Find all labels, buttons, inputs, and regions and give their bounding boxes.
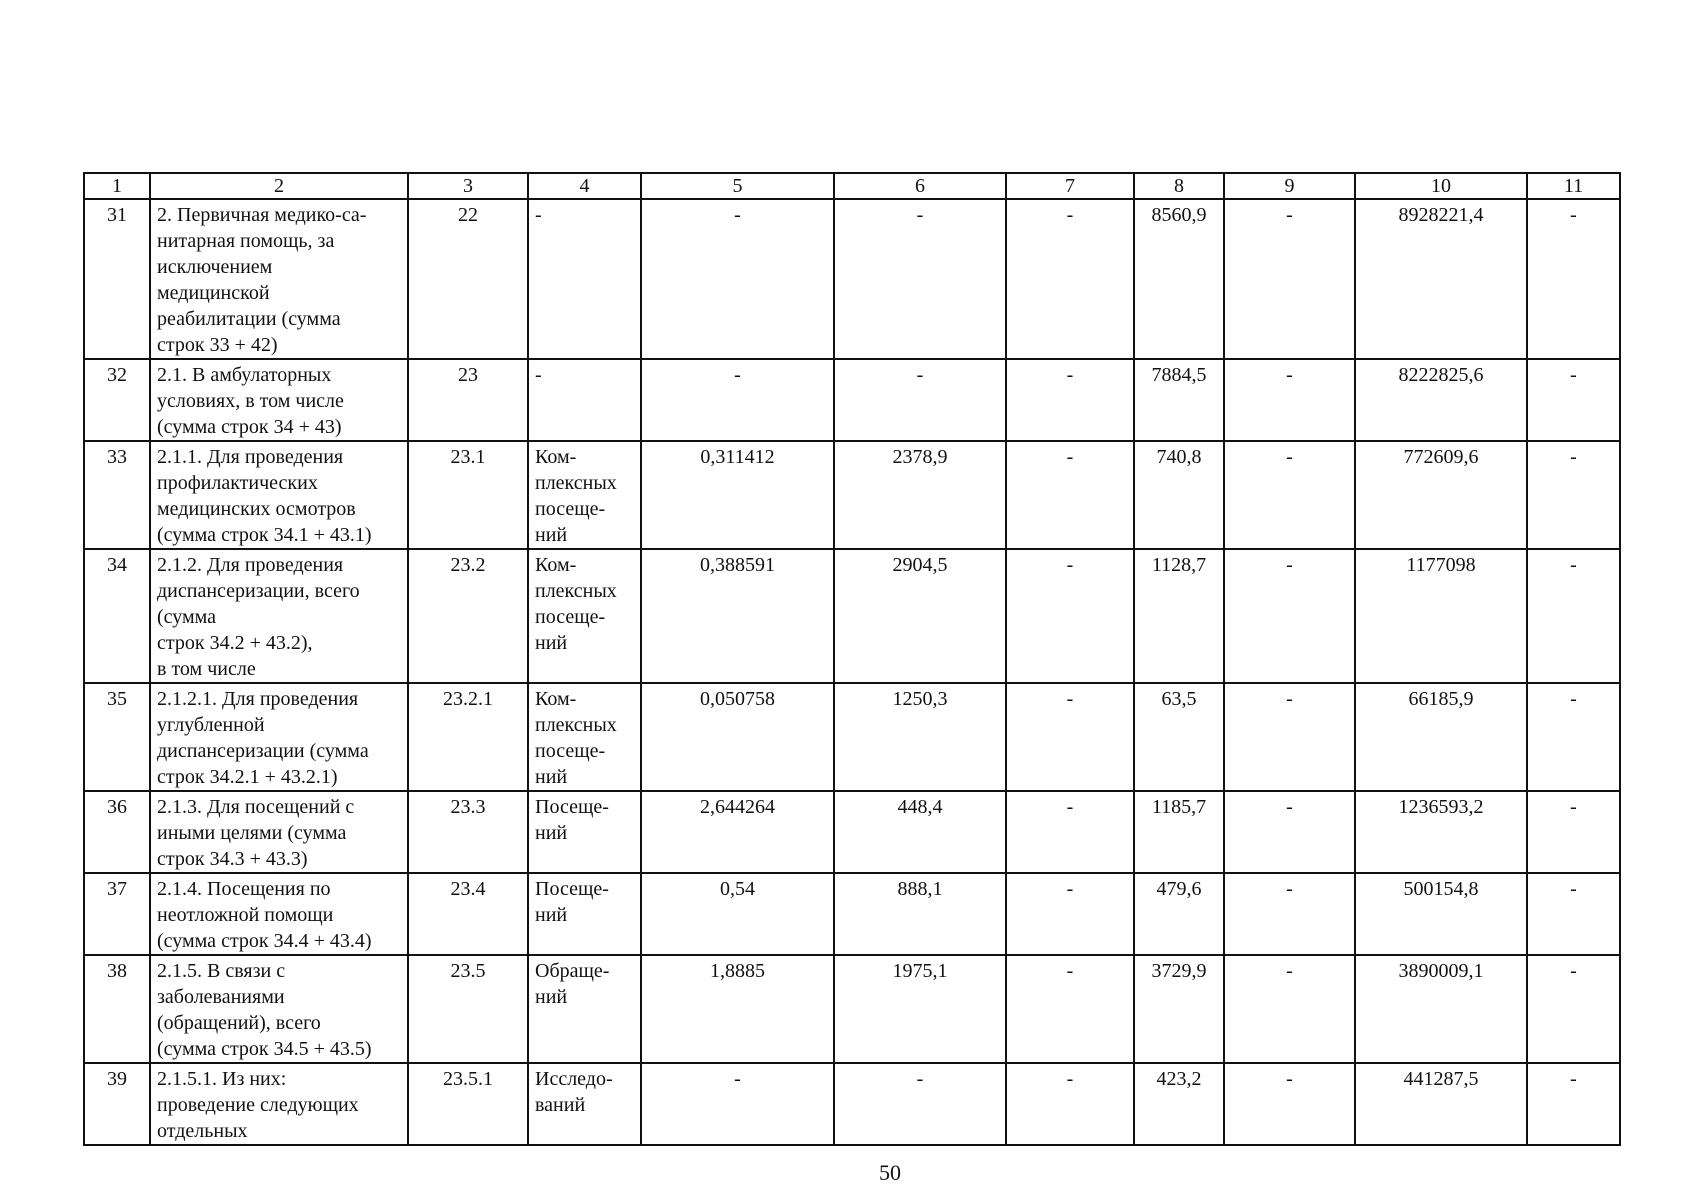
- table-row: [84, 791, 1620, 873]
- data-table: [83, 172, 1621, 1146]
- row-col11-cell: -: [1527, 1063, 1620, 1145]
- column-header: 11: [1527, 173, 1620, 199]
- row-col7-cell: -: [1006, 791, 1134, 873]
- row-col8-cell: 1128,7: [1134, 549, 1224, 683]
- row-col10-cell: 500154,8: [1355, 873, 1527, 955]
- row-code-cell: 23.4: [408, 873, 528, 955]
- row-code-cell: 23: [408, 359, 528, 441]
- row-col5-cell: 0,311412: [641, 441, 834, 549]
- row-code-cell: 23.5: [408, 955, 528, 1063]
- row-col5-cell: 2,644264: [641, 791, 834, 873]
- column-header: 1: [84, 173, 150, 199]
- row-col10-cell: 8222825,6: [1355, 359, 1527, 441]
- row-col7-cell: -: [1006, 549, 1134, 683]
- row-unit-cell: Ком- плексных посеще- ний: [528, 549, 641, 683]
- row-col11-cell: -: [1527, 359, 1620, 441]
- row-col10-cell: 1236593,2: [1355, 791, 1527, 873]
- row-code-cell: 22: [408, 199, 528, 359]
- column-header: 4: [528, 173, 641, 199]
- table-row: [84, 199, 1620, 359]
- row-unit-cell: Исследо- ваний: [528, 1063, 641, 1145]
- row-col9-cell: -: [1224, 199, 1355, 359]
- row-number-cell: 38: [84, 955, 150, 1063]
- row-code-cell: 23.2: [408, 549, 528, 683]
- row-col5-cell: 1,8885: [641, 955, 834, 1063]
- row-col7-cell: -: [1006, 441, 1134, 549]
- column-header: 6: [834, 173, 1006, 199]
- row-col7-cell: -: [1006, 359, 1134, 441]
- row-col9-cell: -: [1224, 955, 1355, 1063]
- row-col10-cell: 1177098: [1355, 549, 1527, 683]
- table-row: [84, 549, 1620, 683]
- row-name-cell: 2.1.2. Для проведения диспансеризации, всего (сумма строк 34.2 + 43.2), в том числе: [150, 549, 408, 683]
- row-col9-cell: -: [1224, 359, 1355, 441]
- row-unit-cell: Обраще- ний: [528, 955, 641, 1063]
- column-header: 5: [641, 173, 834, 199]
- row-name-cell: 2.1.5.1. Из них: проведение следующих отдельных: [150, 1063, 408, 1145]
- row-name-cell: 2. Первичная медико-са- нитарная помощь, за исключением медицинской реабилитации (сумма строк 33 + 42): [150, 199, 408, 359]
- row-col5-cell: 0,050758: [641, 683, 834, 791]
- row-col8-cell: 1185,7: [1134, 791, 1224, 873]
- row-col6-cell: -: [834, 1063, 1006, 1145]
- row-number-cell: 32: [84, 359, 150, 441]
- column-header: 7: [1006, 173, 1134, 199]
- table-row: [84, 1063, 1620, 1145]
- row-name-cell: 2.1.5. В связи с заболеваниями (обращений), всего (сумма строк 34.5 + 43.5): [150, 955, 408, 1063]
- row-number-cell: 34: [84, 549, 150, 683]
- row-col6-cell: 2378,9: [834, 441, 1006, 549]
- row-number-cell: 35: [84, 683, 150, 791]
- row-col7-cell: -: [1006, 955, 1134, 1063]
- row-col7-cell: -: [1006, 873, 1134, 955]
- table-row: [84, 359, 1620, 441]
- row-name-cell: 2.1. В амбулаторных условиях, в том числе (сумма строк 34 + 43): [150, 359, 408, 441]
- row-col10-cell: 441287,5: [1355, 1063, 1527, 1145]
- table-row: [84, 683, 1620, 791]
- row-col10-cell: 8928221,4: [1355, 199, 1527, 359]
- row-col11-cell: -: [1527, 791, 1620, 873]
- row-col6-cell: 1975,1: [834, 955, 1006, 1063]
- row-name-cell: 2.1.4. Посещения по неотложной помощи (сумма строк 34.4 + 43.4): [150, 873, 408, 955]
- row-col8-cell: 8560,9: [1134, 199, 1224, 359]
- page-number: 50: [879, 1160, 901, 1185]
- column-header: 10: [1355, 173, 1527, 199]
- row-unit-cell: -: [528, 199, 641, 359]
- row-col6-cell: 448,4: [834, 791, 1006, 873]
- row-unit-cell: Посеще- ний: [528, 791, 641, 873]
- row-unit-cell: Посеще- ний: [528, 873, 641, 955]
- row-col8-cell: 479,6: [1134, 873, 1224, 955]
- row-code-cell: 23.3: [408, 791, 528, 873]
- row-number-cell: 39: [84, 1063, 150, 1145]
- row-col9-cell: -: [1224, 1063, 1355, 1145]
- row-name-cell: 2.1.2.1. Для проведения углубленной диспансеризации (сумма строк 34.2.1 + 43.2.1): [150, 683, 408, 791]
- row-col8-cell: 7884,5: [1134, 359, 1224, 441]
- row-col11-cell: -: [1527, 873, 1620, 955]
- row-col6-cell: 2904,5: [834, 549, 1006, 683]
- row-unit-cell: Ком- плексных посеще- ний: [528, 441, 641, 549]
- row-code-cell: 23.5.1: [408, 1063, 528, 1145]
- row-number-cell: 37: [84, 873, 150, 955]
- row-col8-cell: 3729,9: [1134, 955, 1224, 1063]
- row-col11-cell: -: [1527, 441, 1620, 549]
- row-col8-cell: 740,8: [1134, 441, 1224, 549]
- row-number-cell: 33: [84, 441, 150, 549]
- column-header: 3: [408, 173, 528, 199]
- row-col9-cell: -: [1224, 549, 1355, 683]
- row-col6-cell: -: [834, 199, 1006, 359]
- row-col5-cell: 0,388591: [641, 549, 834, 683]
- row-code-cell: 23.1: [408, 441, 528, 549]
- row-col9-cell: -: [1224, 683, 1355, 791]
- column-header: 8: [1134, 173, 1224, 199]
- row-col6-cell: -: [834, 359, 1006, 441]
- row-col11-cell: -: [1527, 549, 1620, 683]
- row-number-cell: 31: [84, 199, 150, 359]
- row-col5-cell: -: [641, 359, 834, 441]
- row-col11-cell: -: [1527, 955, 1620, 1063]
- row-col11-cell: -: [1527, 199, 1620, 359]
- row-col5-cell: -: [641, 199, 834, 359]
- row-name-cell: 2.1.1. Для проведения профилактических медицинских осмотров (сумма строк 34.1 + 43.1): [150, 441, 408, 549]
- row-col7-cell: -: [1006, 1063, 1134, 1145]
- row-unit-cell: Ком- плексных посеще- ний: [528, 683, 641, 791]
- row-col10-cell: 772609,6: [1355, 441, 1527, 549]
- row-col7-cell: -: [1006, 199, 1134, 359]
- row-code-cell: 23.2.1: [408, 683, 528, 791]
- column-header: 2: [150, 173, 408, 199]
- row-col11-cell: -: [1527, 683, 1620, 791]
- header-row: [84, 173, 1620, 199]
- row-col8-cell: 63,5: [1134, 683, 1224, 791]
- row-col10-cell: 3890009,1: [1355, 955, 1527, 1063]
- row-col9-cell: -: [1224, 873, 1355, 955]
- row-col5-cell: -: [641, 1063, 834, 1145]
- table-row: [84, 955, 1620, 1063]
- row-col10-cell: 66185,9: [1355, 683, 1527, 791]
- row-col6-cell: 888,1: [834, 873, 1006, 955]
- row-col7-cell: -: [1006, 683, 1134, 791]
- column-header: 9: [1224, 173, 1355, 199]
- row-number-cell: 36: [84, 791, 150, 873]
- table-row: [84, 441, 1620, 549]
- row-col9-cell: -: [1224, 441, 1355, 549]
- row-name-cell: 2.1.3. Для посещений с иными целями (сумма строк 34.3 + 43.3): [150, 791, 408, 873]
- row-unit-cell: -: [528, 359, 641, 441]
- row-col6-cell: 1250,3: [834, 683, 1006, 791]
- row-col5-cell: 0,54: [641, 873, 834, 955]
- table-row: [84, 873, 1620, 955]
- row-col9-cell: -: [1224, 791, 1355, 873]
- row-col8-cell: 423,2: [1134, 1063, 1224, 1145]
